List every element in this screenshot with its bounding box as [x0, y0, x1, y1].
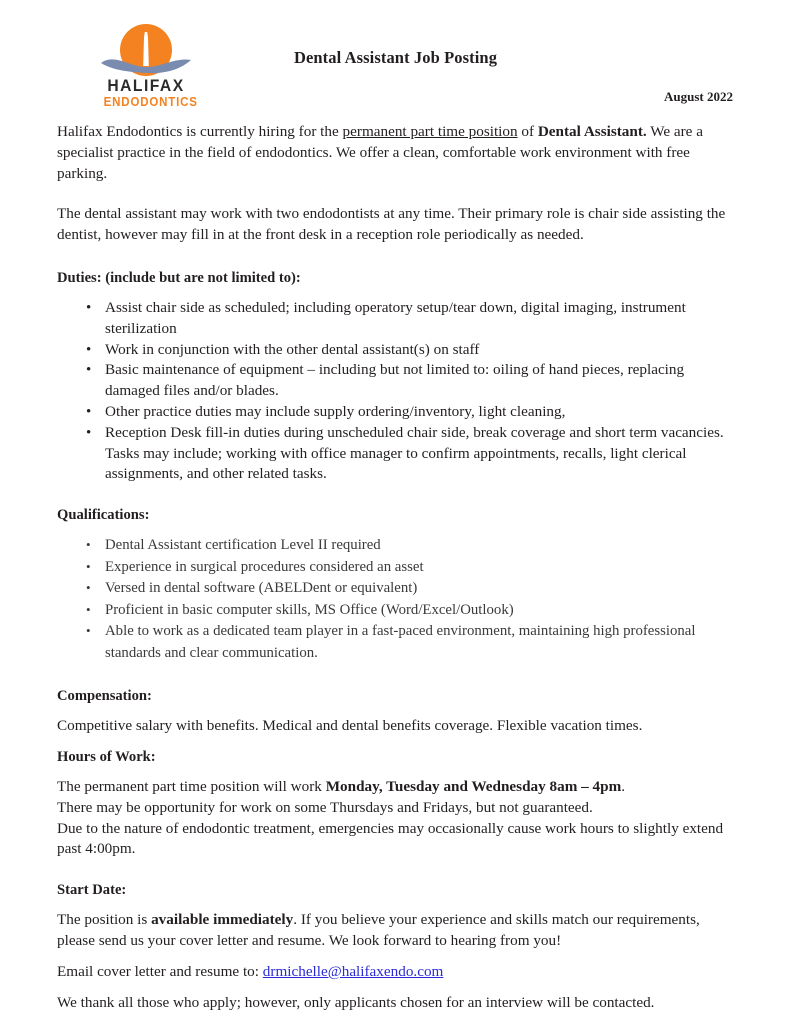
duties-heading [57, 268, 736, 288]
logo-wordmark [100, 76, 198, 110]
duties-heading-rest: (include but are not limited to): [101, 269, 301, 286]
list-item: • Dental Assistant certification Level II required [57, 535, 736, 557]
hours-line-3: Due to the nature of endodontic treatment, emergencies may occasionally cause work hours to slightly extend past 4:00pm. [57, 819, 724, 858]
intro-paragraph-1 [57, 122, 736, 184]
logo-name-endodontics: ENDODONTICS [103, 95, 198, 109]
start-date-part-a: The position is [57, 911, 152, 929]
list-item: • Experience in surgical procedures considered an asset [57, 557, 736, 579]
qualifications-list [57, 535, 736, 664]
hours-line1-part-b: . [621, 777, 626, 795]
start-date-text [57, 910, 736, 952]
duties-heading-bold: Duties: [57, 269, 102, 286]
hours-line-1 [57, 777, 736, 798]
page-title: Dental Assistant Job Posting [293, 48, 498, 67]
contact-line [57, 962, 736, 983]
qualifications-heading: Qualifications: [57, 507, 150, 524]
list-item: • Able to work as a dedicated team player in a fast-paced environment, maintaining high professional standards and clear communication. [57, 621, 736, 664]
hours-line1-part-a: The permanent part time position will work [57, 777, 326, 795]
intro-p1-bold: Dental Assistant. [537, 123, 647, 140]
hours-line1-bold: Monday, Tuesday and Wednesday 8am – 4pm [325, 777, 622, 795]
document-header [0, 0, 791, 112]
email-link[interactable]: drmichelle@halifaxendo.com [262, 962, 444, 980]
hours-heading: Hours of Work: [57, 748, 156, 765]
compensation-text: Competitive salary with benefits. Medical and dental benefits coverage. Flexible vacation times. [57, 717, 643, 735]
logo-name-halifax: HALIFAX [107, 76, 185, 95]
intro-p1-underlined: permanent part time position [342, 123, 518, 140]
list-item: • Versed in dental software (ABELDent or equivalent) [57, 578, 736, 600]
start-date-heading: Start Date: [57, 882, 127, 899]
list-item: • Other practice duties may include supply ordering/inventory, light cleaning, [57, 402, 736, 423]
contact-prefix: Email cover letter and resume to: [57, 962, 263, 980]
compensation-heading: Compensation: [57, 688, 152, 705]
list-item: • Work in conjunction with the other dental assistant(s) on staff [57, 340, 736, 361]
list-item: • Reception Desk fill-in duties during unscheduled chair side, break coverage and short term vacancies. Tasks may include; working with office manager to confirm appointments, recalls, light clerical assignments, and other related tasks. [57, 423, 736, 485]
start-date-bold: available immediately [151, 911, 294, 929]
intro-p1-part-a: Halifax Endodontics is currently hiring for the [57, 123, 343, 140]
intro-paragraph-2: The dental assistant may work with two endodontists at any time. Their primary role is chair side assisting the dentist, however may fill in at the front desk in a reception role periodically as needed. [57, 205, 726, 244]
closing-line: We thank all those who apply; however, only applicants chosen for an interview will be contacted. [57, 993, 655, 1011]
start-date-part-b: . If you believe your experience and skills match our requirements, please send us your cover letter and resume. We look forward to hearing from you! [57, 911, 700, 949]
list-item: • Basic maintenance of equipment – including but not limited to: oiling of hand pieces, replacing damaged files and/or blades. [57, 360, 736, 402]
intro-p1-part-c: We are a specialist practice in the field of endodontics. We offer a clean, comfortable work environment with free parking. [57, 123, 703, 182]
document-body [57, 122, 736, 1013]
list-item: • Assist chair side as scheduled; including operatory setup/tear down, digital imaging, instrument sterilization [57, 298, 736, 340]
halifax-endodontics-logo [100, 24, 198, 112]
document-date: August 2022 [664, 89, 733, 104]
hours-line-2: There may be opportunity for work on some Thursdays and Fridays, but not guaranteed. [57, 798, 593, 816]
intro-p1-part-b: of [517, 123, 538, 140]
list-item: • Proficient in basic computer skills, MS Office (Word/Excel/Outlook) [57, 600, 736, 622]
duties-list [57, 298, 736, 485]
